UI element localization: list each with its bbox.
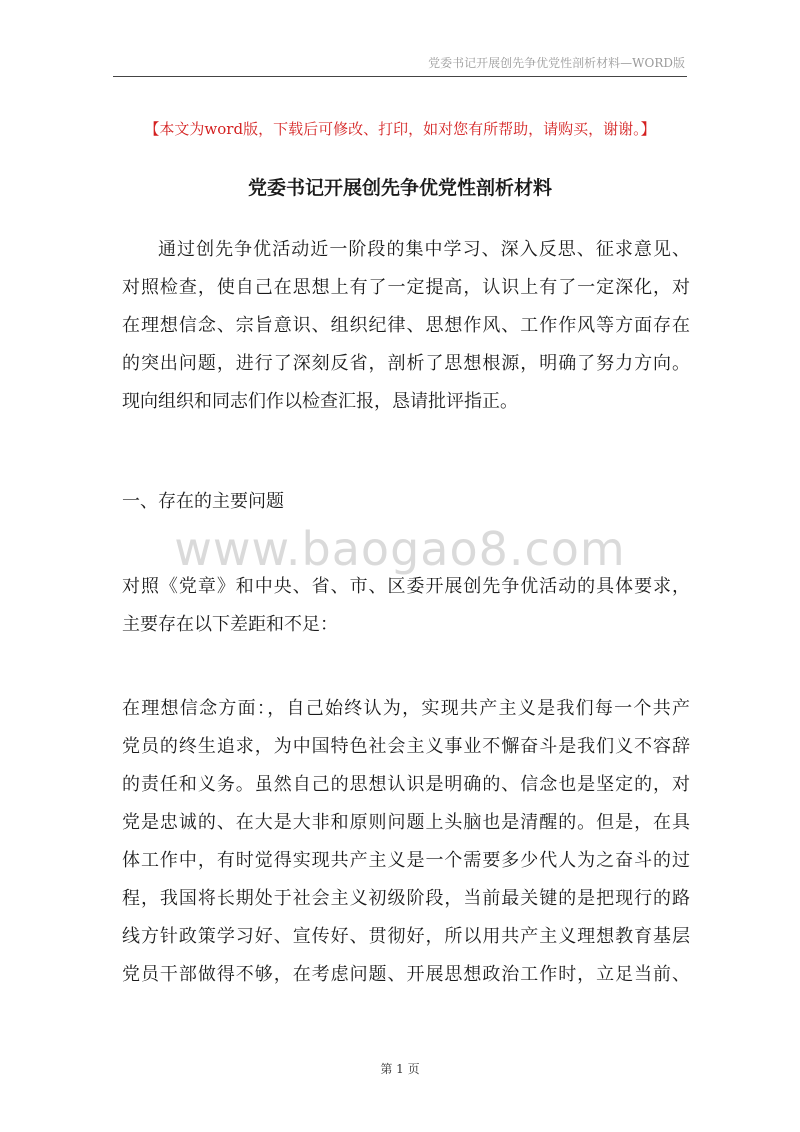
paragraph-line: 通过创先争优活动近一阶段的集中学习、深入反思、征求意见、 — [158, 239, 690, 260]
paragraph-line: 在理想信念方面：，自己始终认为，实现共产主义是我们每一个共产 — [122, 698, 690, 719]
paragraph-line: 在理想信念、宗旨意识、组织纪律、思想作风、工作作风等方面存在 — [122, 315, 690, 336]
header-divider — [113, 76, 687, 77]
section-heading-text: 一、存在的主要问题 — [122, 491, 284, 512]
paragraph-line: 线方针政策学习好、宣传好、贯彻好，所以用共产主义理想教育基层 — [122, 926, 690, 947]
paragraph-line: 对照《党章》和中央、省、市、区委开展创先争优活动的具体要求， — [122, 576, 690, 597]
paragraph-line: 对照检查，使自己在思想上有了一定提高，认识上有了一定深化，对 — [122, 277, 690, 298]
paragraph-line: 主要存在以下差距和不足： — [122, 614, 338, 635]
paragraph-line: 现向组织和同志们作以检查汇报，恳请批评指正。 — [122, 391, 518, 412]
paragraph-line: 的责任和义务。虽然自己的思想认识是明确的、信念也是坚定的，对 — [122, 774, 690, 795]
download-notice: 【本文为word版，下载后可修改、打印，如对您有所帮助，请购买，谢谢。】 — [144, 120, 656, 138]
intro-paragraph — [122, 231, 690, 421]
paragraph-line: 党员的终生追求，为中国特色社会主义事业不懈奋斗是我们义不容辞 — [122, 736, 690, 757]
requirement-paragraph — [122, 568, 690, 644]
running-header: 党委书记开展创先争优党性剖析材料—WORD版 — [428, 56, 685, 70]
paragraph-line: 党员干部做得不够，在考虑问题、开展思想政治工作时，立足当前、 — [122, 964, 690, 985]
page-number: 第 1 页 — [380, 1062, 420, 1076]
document-title: 党委书记开展创先争优党性剖析材料 — [247, 177, 552, 199]
paragraph-line: 体工作中，有时觉得实现共产主义是一个需要多少代人为之奋斗的过 — [122, 850, 690, 871]
belief-paragraph — [122, 690, 690, 994]
paragraph-line: 党是忠诚的、在大是大非和原则问题上头脑也是清醒的。但是，在具 — [122, 812, 690, 833]
watermark: www.baogao8.com — [174, 522, 626, 576]
paragraph-line: 程，我国将长期处于社会主义初级阶段，当前最关键的是把现行的路 — [122, 888, 690, 909]
section-heading — [122, 483, 690, 521]
paragraph-line: 的突出问题，进行了深刻反省，剖析了思想根源，明确了努力方向。 — [122, 353, 690, 374]
